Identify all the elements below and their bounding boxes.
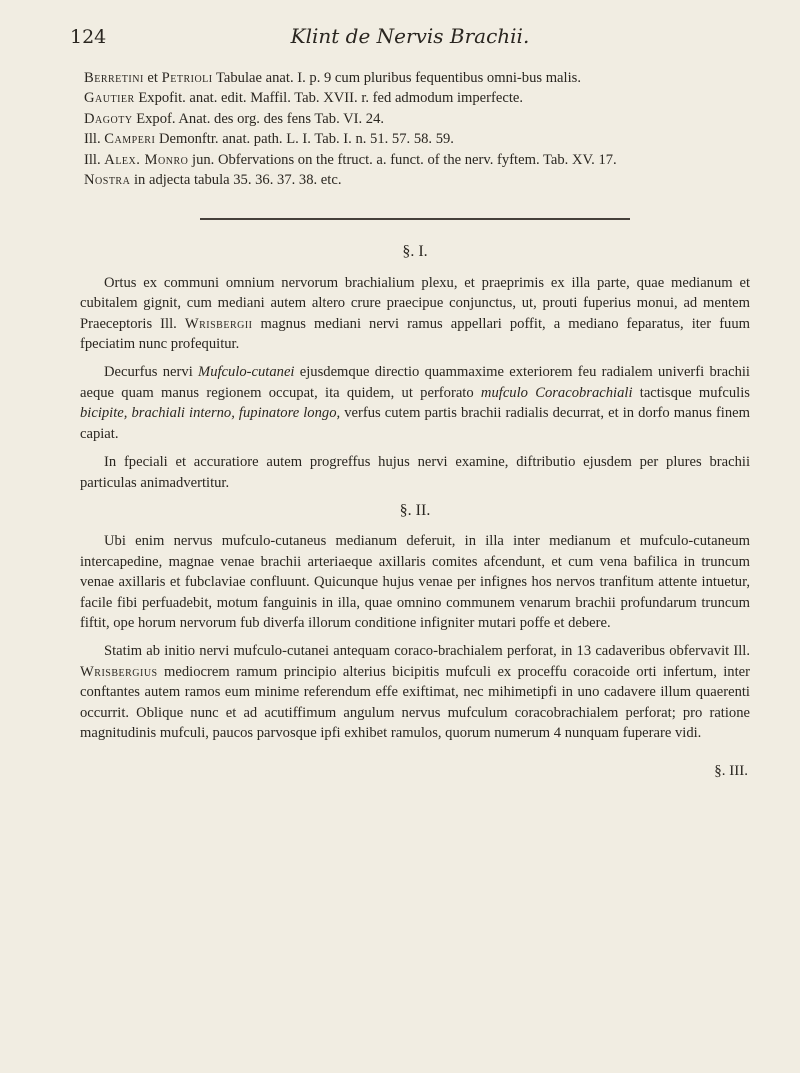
reference-item xyxy=(84,68,750,88)
reference-author: Camperi xyxy=(104,131,156,148)
italic-term: mufculo Coracobrachiali xyxy=(480,384,633,401)
reference-text: Expof. Anat. des org. des fens Tab. VI. 24. xyxy=(132,110,385,127)
reference-item xyxy=(84,170,750,190)
paragraph xyxy=(80,641,750,743)
paragraph-text: Decurfus nervi xyxy=(104,364,199,381)
reference-author: Petrioli xyxy=(161,70,213,86)
reference-text: in adjecta tabula 35. 36. 37. 38. etc. xyxy=(130,172,342,189)
reference-connector: et xyxy=(143,70,162,86)
divider-rule xyxy=(200,218,630,220)
paragraph xyxy=(80,273,750,355)
reference-item xyxy=(84,109,750,129)
reference-prefix: Ill. xyxy=(84,131,105,148)
reference-author: Nostra xyxy=(84,172,131,189)
paragraph: Ubi enim nervus mufculo-cutaneus medianum deferuit, in illa inter medianum et mufculo-cutaneum intercapedine, magnae venae brachii arteriaeque axillaris comites afcendunt, et cum vena bafilica in truncum venae axillaris et fubclaviae confluunt. Quicunque hujus venae per infignes hos nervos tranfitum attente intuetur, facile fibi perfuadebit, motum fanguinis in illa, quae omnino communem venarum brachii profundarum truncum fiftit, ope horum nervorum fub diverfa illorum conditione infigniter mutari poffe et debere. xyxy=(80,533,750,631)
paragraph-text: Ortus ex communi omnium nervorum brachialium plexu, et praeprimis ex illa parte, quae medianum et cubitalem gignit, cum mediani autem altero crure praecipue conjunctus, ut, prouti fuperius monui, ad mentem Praeceptoris Ill. xyxy=(80,274,750,332)
running-head: Klint de Nervis Brachii. xyxy=(290,24,530,48)
page-number: 124 xyxy=(70,26,107,48)
reference-text: Demonftr. anat. path. L. I. Tab. I. n. 51. 57. 58. 59. xyxy=(155,131,454,148)
paragraph-text: ejusdemque directio quammaxime exteriorem feu radialem univerfi brachii aeque quam manus regionem occupat, ita quidem, ut perforato xyxy=(80,364,750,401)
reference-text: Tabulae anat. I. p. 9 cum pluribus fequentibus omni-bus malis. xyxy=(212,70,581,86)
reference-text: Expofit. anat. edit. Maffil. Tab. XVII. r. fed admodum imperfecte. xyxy=(134,90,524,107)
reference-author: Gautier xyxy=(84,90,135,107)
reference-author: Alex. Monro xyxy=(104,151,189,168)
paragraph xyxy=(80,362,750,444)
paragraph-text: Statim ab initio nervi mufculo-cutanei antequam coraco-brachialem perforat, in 13 cadaveribus obfervavit Ill. xyxy=(104,643,750,660)
reference-item xyxy=(84,129,750,149)
paragraph-text: mediocrem ramum principio alterius bicipitis mufculi ex proceffu coracoide orti infertum, inter conftantes autem ramos eum minime referendum effe exiftimat, nec mihimetipfi in uno cadavere illum quaerenti occurrit. Oblique nunc et ad acutiffimum angulum nervus mufculum coracobrachialem perforat; pro ratione magnitudinis mufculi, paucos parvosque ipfi exhibet ramulos, quorum numerum 4 nunquam fuperare vidi. xyxy=(80,663,750,741)
page-body xyxy=(80,68,750,779)
page-header xyxy=(70,24,750,58)
paragraph-text: tactisque mufculis xyxy=(632,384,750,401)
italic-term: bicipite, brachiali interno, fupinatore longo, xyxy=(80,405,341,422)
author-name: Wrisbergii xyxy=(184,315,253,332)
paragraph: In fpeciali et accuratiore autem progreffus hujus nervi examine, diftributio ejusdem per plures brachii particulas animadvertitur. xyxy=(80,454,750,491)
section-heading: §. I. xyxy=(402,243,428,261)
reference-item xyxy=(84,150,750,170)
reference-author: Dagoty xyxy=(84,110,133,127)
reference-prefix: Ill. xyxy=(84,151,105,168)
reference-text: jun. Obfervations on the ftruct. a. funct. of the nerv. fyftem. Tab. XV. 17. xyxy=(188,151,617,168)
author-name: Wrisbergius xyxy=(80,663,158,680)
paragraph-text: magnus mediani nervi ramus appellari poffit, a mediano feparatus, iter fuum fpeciatim nunc profequitur. xyxy=(80,315,750,353)
reference-list xyxy=(80,68,750,190)
catchword: §. III. xyxy=(714,762,748,779)
reference-author: Berretini xyxy=(84,70,144,86)
paragraph-text: verfus cutem partis brachii radialis decurrat, et in dorfo manus finem capiat. xyxy=(80,405,750,442)
section-heading: §. II. xyxy=(399,501,431,519)
italic-term: Mufculo-cutanei xyxy=(198,364,295,381)
reference-item xyxy=(84,88,750,108)
